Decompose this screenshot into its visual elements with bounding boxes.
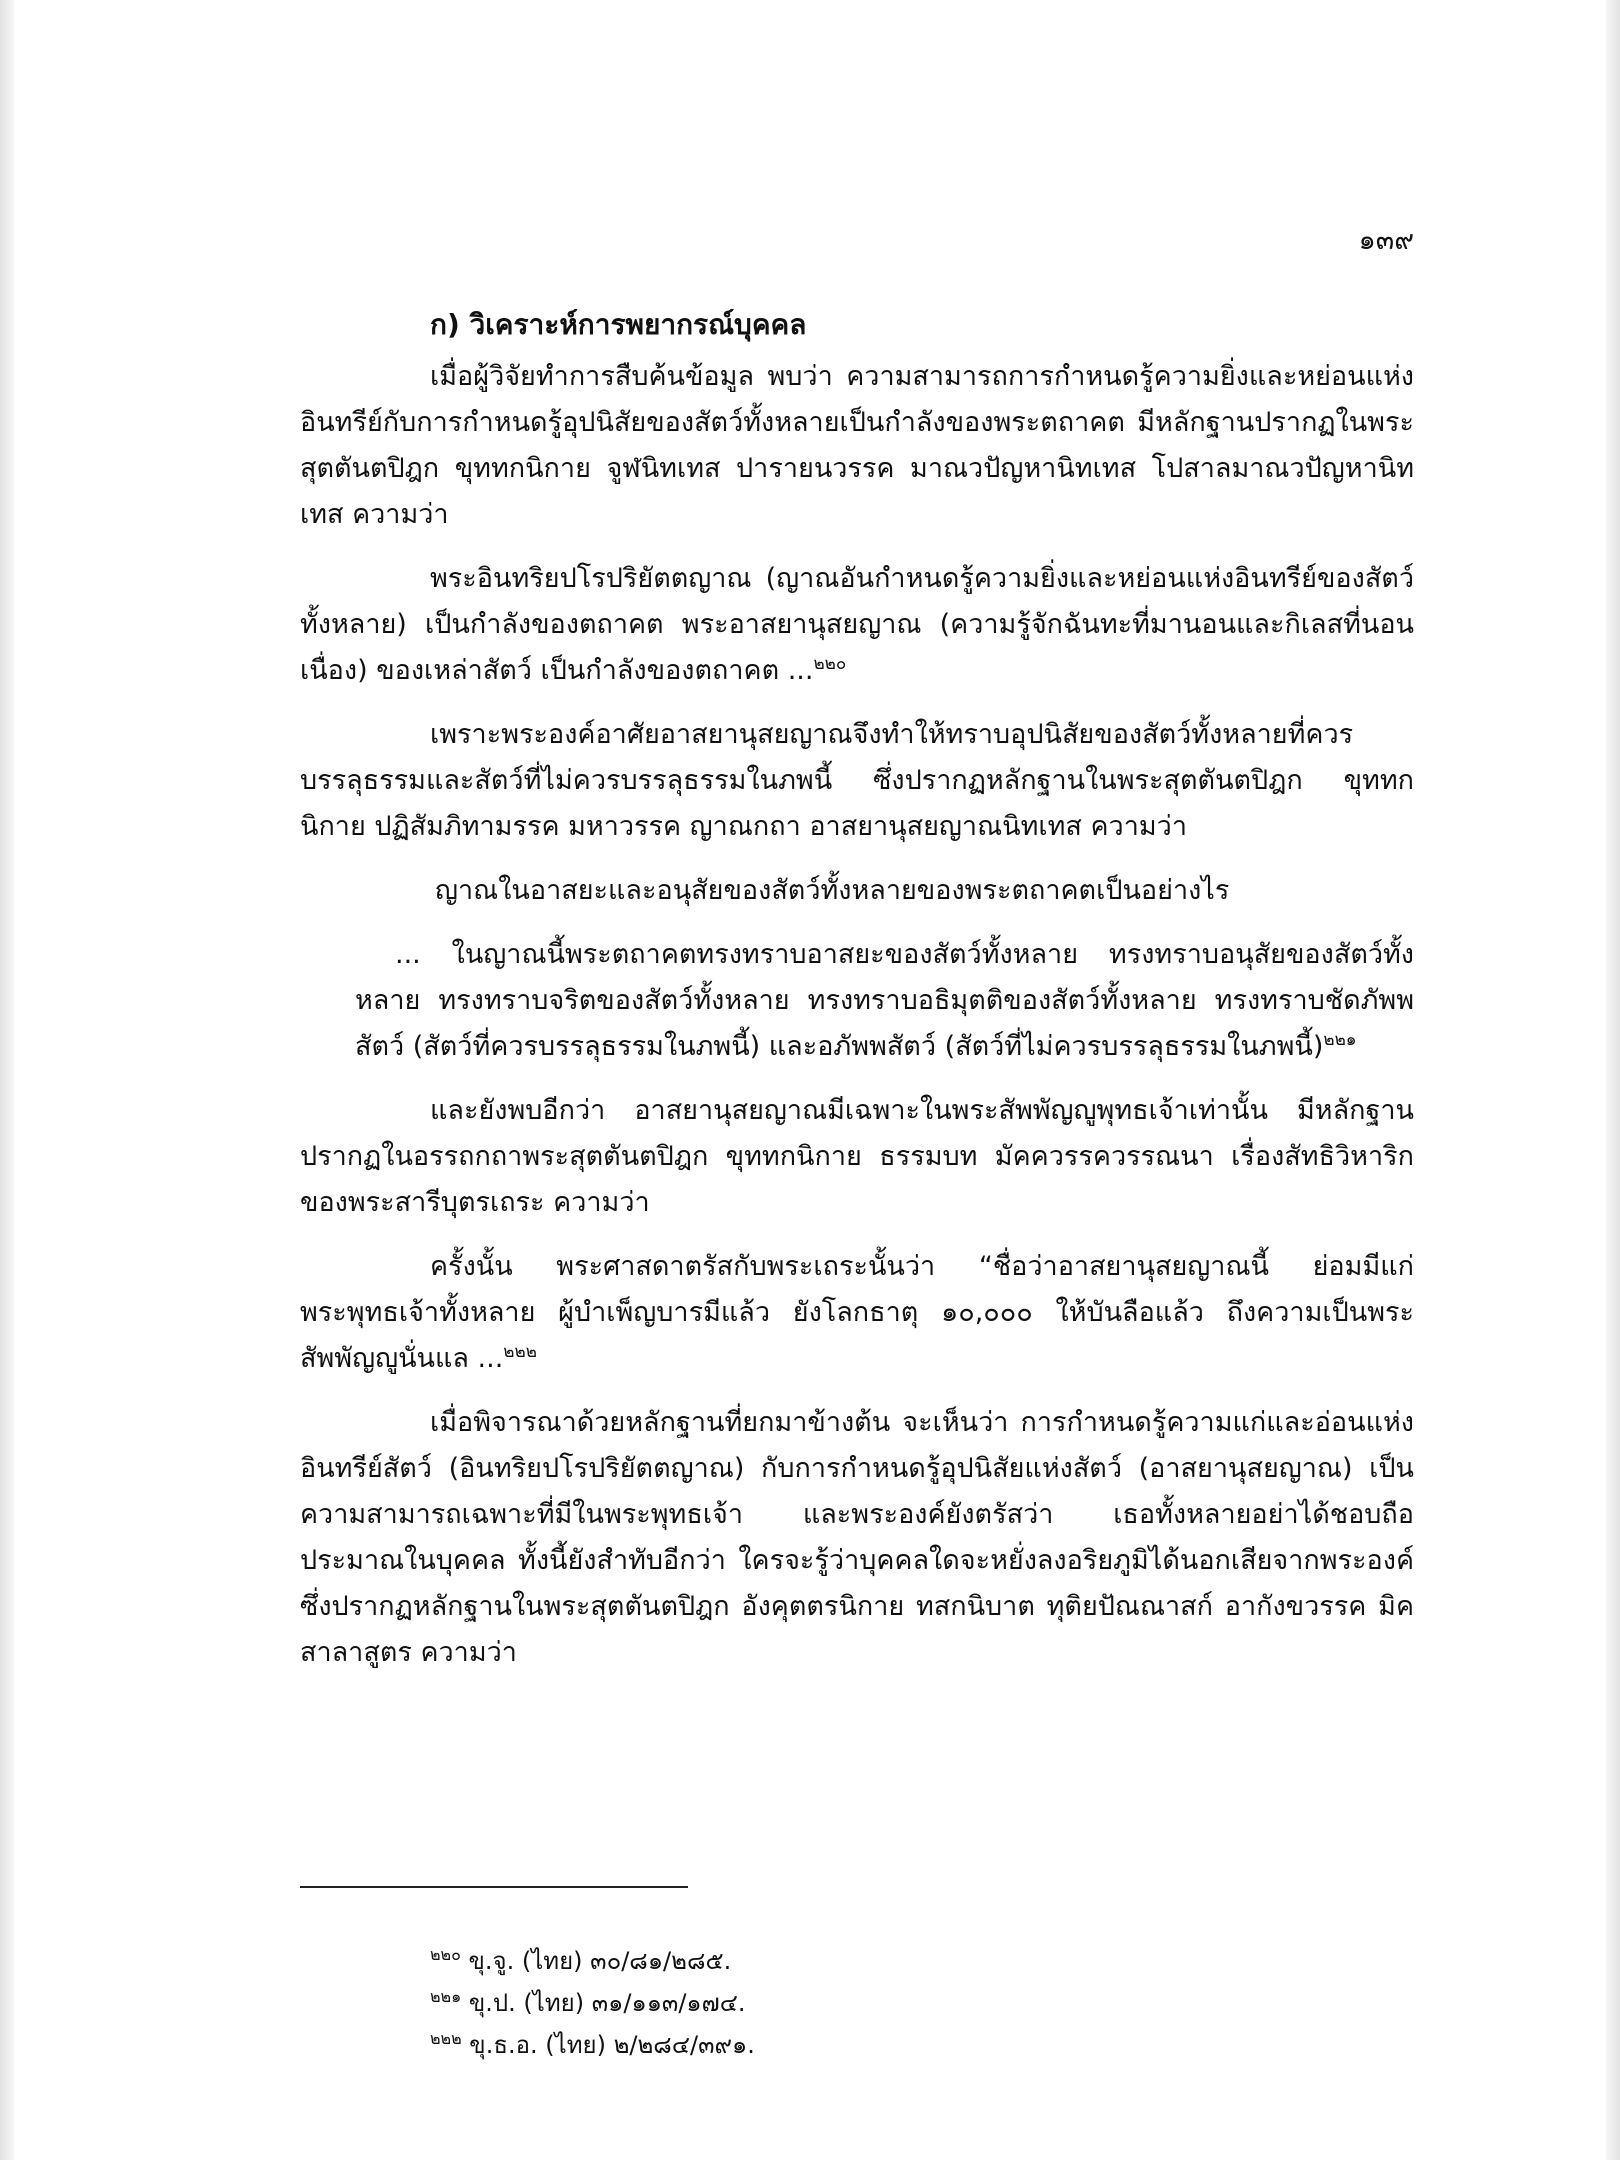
footnote-ref[interactable]: ๒๒๐: [813, 654, 847, 674]
footnote: [430, 2024, 755, 2066]
footnotes: [430, 1940, 755, 2066]
page-edge-left: [0, 0, 14, 2160]
footnote-text: ขุ.ธ.อ. (ไทย) ๒/๒๘๔/๓๙๑.: [469, 2031, 755, 2059]
footnote-ref[interactable]: ๒๒๒: [503, 1342, 537, 1362]
paragraph-1: เมื่อผู้วิจัยทำการสืบค้นข้อมูล พบว่า ความสามารถการกำหนดรู้ความยิ่งและหย่อนแห่งอินทรีย์กับการกำหนดรู้อุปนิสัยของสัตว์ทั้งหลายเป็นกำลังของพระตถาคต มีหลักฐานปรากฏในพระสุตตันตปิฎก ขุททกนิกาย จูฬนิทเทส ปารายนวรรค มาณวปัญหานิทเทส โปสาลมาณวปัญหานิทเทส ความว่า: [300, 361, 1414, 530]
footnote-number: ๒๒๑: [430, 1987, 462, 2006]
paragraph-4: เมื่อพิจารณาด้วยหลักฐานที่ยกมาข้างต้น จะเห็นว่า การกำหนดรู้ความแก่และอ่อนแห่งอินทรีย์สัตว์ (อินทริยปโรปริยัตตญาณ) กับการกำหนดรู้อุปนิสัยแห่งสัตว์ (อาสยานุสยญาณ) เป็นความสามารถเฉพาะที่มีในพระพุทธเจ้า และพระองค์ยังตรัสว่า เธอทั้งหลายอย่าได้ชอบถือประมาณในบุคคล ทั้งนี้ยังสำทับอีกว่า ใครจะรู้ว่าบุคคลใดจะหยั่งลงอริยภูมิได้นอกเสียจากพระองค์ ซึ่งปรากฏหลักฐานในพระสุตตันตปิฎก อังคุตตรนิกาย ทสกนิบาต ทุติยปัณณาสก์ อากังขวรรค มิคสาลาสูตร ความว่า: [300, 1407, 1414, 1668]
footnote-ref[interactable]: ๒๒๑: [1323, 1030, 1357, 1050]
paragraph-2: เพราะพระองค์อาศัยอาสยานุสยญาณจึงทำให้ทราบอุปนิสัยของสัตว์ทั้งหลายที่ควรบรรลุธรรมและสัตว์ที่ไม่ควรบรรลุธรรมในภพนี้ ซึ่งปรากฏหลักฐานในพระสุตตันตปิฎก ขุททกนิกาย ปฏิสัมภิทามรรค มหาวรรค ญาณกถา อาสยานุสยญาณนิทเทส ความว่า: [300, 719, 1414, 842]
quote-text: ... ในญาณนี้พระตถาคตทรงทราบอาสยะของสัตว์ทั้งหลาย ทรงทราบอนุสัยของสัตว์ทั้งหลาย ทรงทราบจริตของสัตว์ทั้งหลาย ทรงทราบอธิมุตติของสัตว์ทั้งหลาย ทรงทราบชัดภัพพสัตว์ (สัตว์ที่ควรบรรลุธรรมในภพนี้) และอภัพพสัตว์ (สัตว์ที่ไม่ควรบรรลุธรรมในภพนี้): [355, 939, 1414, 1062]
page-number: ๑๓๙: [1358, 225, 1414, 256]
quote-paragraph-3: [300, 1244, 1414, 1382]
footnote-separator: [300, 1886, 688, 1888]
footnote-text: ขุ.ป. (ไทย) ๓๑/๑๑๓/๑๗๔.: [468, 1989, 746, 2017]
quote-question: [395, 868, 1414, 914]
footnote-text: ขุ.จู. (ไทย) ๓๐/๘๑/๒๘๕.: [468, 1947, 732, 1975]
footnote: [430, 1940, 755, 1982]
footnote-number: ๒๒๒: [430, 2029, 462, 2048]
paragraph-3: และยังพบอีกว่า อาสยานุสยญาณมีเฉพาะในพระสัพพัญญูพุทธเจ้าเท่านั้น มีหลักฐานปรากฏในอรรถกถาพระสุตตันตปิฎก ขุททกนิกาย ธรรมบท มัคควรรควรรณนา เรื่องสัทธิวิหาริกของพระสารีบุตรเถระ ความว่า: [300, 1095, 1414, 1218]
quote-paragraph-2: [355, 932, 1414, 1070]
quote-question-text: ญาณในอาสยะและอนุสัยของสัตว์ทั้งหลายของพระตถาคตเป็นอย่างไร: [435, 875, 1230, 906]
body-text: [300, 210, 1414, 1694]
quote-paragraph-1: [300, 556, 1414, 694]
footnote: [430, 1982, 755, 2024]
section-heading: ก) วิเคราะห์การพยากรณ์บุคคล: [430, 308, 807, 341]
footnote-number: ๒๒๐: [430, 1945, 461, 1964]
quote-text: ครั้งนั้น พระศาสดาตรัสกับพระเถระนั้นว่า “ชื่อว่าอาสยานุสยญาณนี้ ย่อมมีแก่พระพุทธเจ้าทั้งหลาย ผู้บำเพ็ญบารมีแล้ว ยังโลกธาตุ ๑๐,๐๐๐ ให้บันลือแล้ว ถึงความเป็นพระสัพพัญญูนั่นแล ...: [300, 1251, 1414, 1374]
page-edge-right: [1606, 0, 1620, 2160]
quote-text: พระอินทริยปโรปริยัตตญาณ (ญาณอันกำหนดรู้ความยิ่งและหย่อนแห่งอินทรีย์ของสัตว์ทั้งหลาย) เป็นกำลังของตถาคต พระอาสยานุสยญาณ (ความรู้จักฉันทะที่มานอนและกิเลสที่นอนเนื่อง) ของเหล่าสัตว์ เป็นกำลังของตถาคต ...: [300, 563, 1414, 686]
